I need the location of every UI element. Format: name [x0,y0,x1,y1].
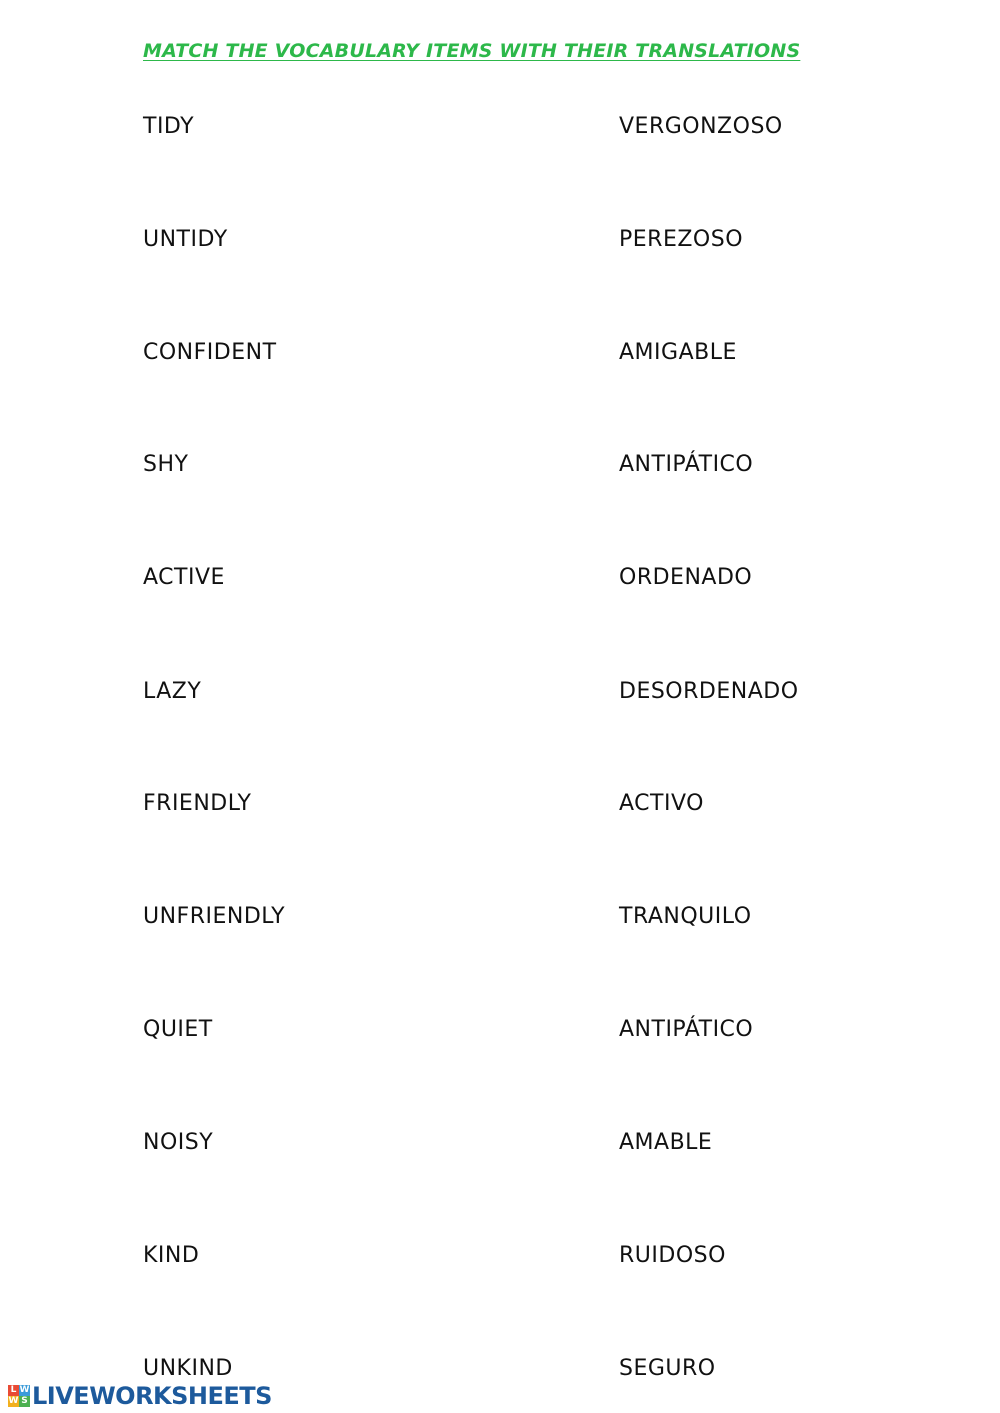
worksheet-title: MATCH THE VOCABULARY ITEMS WITH THEIR TRANSLATIONS [143,40,801,62]
spanish-word-9[interactable]: ANTIPÁTICO [619,1017,754,1042]
english-word-8[interactable]: UNFRIENDLY [143,904,286,929]
spanish-word-12[interactable]: SEGURO [619,1356,716,1381]
english-word-6[interactable]: LAZY [143,679,202,704]
english-word-1[interactable]: TIDY [143,114,195,139]
liveworksheets-logo [8,1383,272,1409]
spanish-word-5[interactable]: ORDENADO [619,565,753,590]
english-word-4[interactable]: SHY [143,452,189,477]
english-word-5[interactable]: ACTIVE [143,565,225,590]
english-word-9[interactable]: QUIET [143,1017,213,1042]
liveworksheets-logo-text: LIVEWORKSHEETS [32,1382,272,1410]
spanish-word-2[interactable]: PEREZOSO [619,227,744,252]
english-word-10[interactable]: NOISY [143,1130,214,1155]
spanish-word-6[interactable]: DESORDENADO [619,679,799,704]
english-word-2[interactable]: UNTIDY [143,227,228,252]
spanish-word-1[interactable]: VERGONZOSO [619,114,783,139]
spanish-word-4[interactable]: ANTIPÁTICO [619,452,754,477]
spanish-word-10[interactable]: AMABLE [619,1130,713,1155]
spanish-word-8[interactable]: TRANQUILO [619,904,752,929]
english-word-3[interactable]: CONFIDENT [143,340,277,365]
english-word-12[interactable]: UNKIND [143,1356,233,1381]
spanish-word-11[interactable]: RUIDOSO [619,1243,726,1268]
english-word-7[interactable]: FRIENDLY [143,791,252,816]
liveworksheets-logo-icon: L W W S [8,1385,30,1406]
english-word-11[interactable]: KIND [143,1243,200,1268]
spanish-word-3[interactable]: AMIGABLE [619,340,737,365]
spanish-word-7[interactable]: ACTIVO [619,791,704,816]
